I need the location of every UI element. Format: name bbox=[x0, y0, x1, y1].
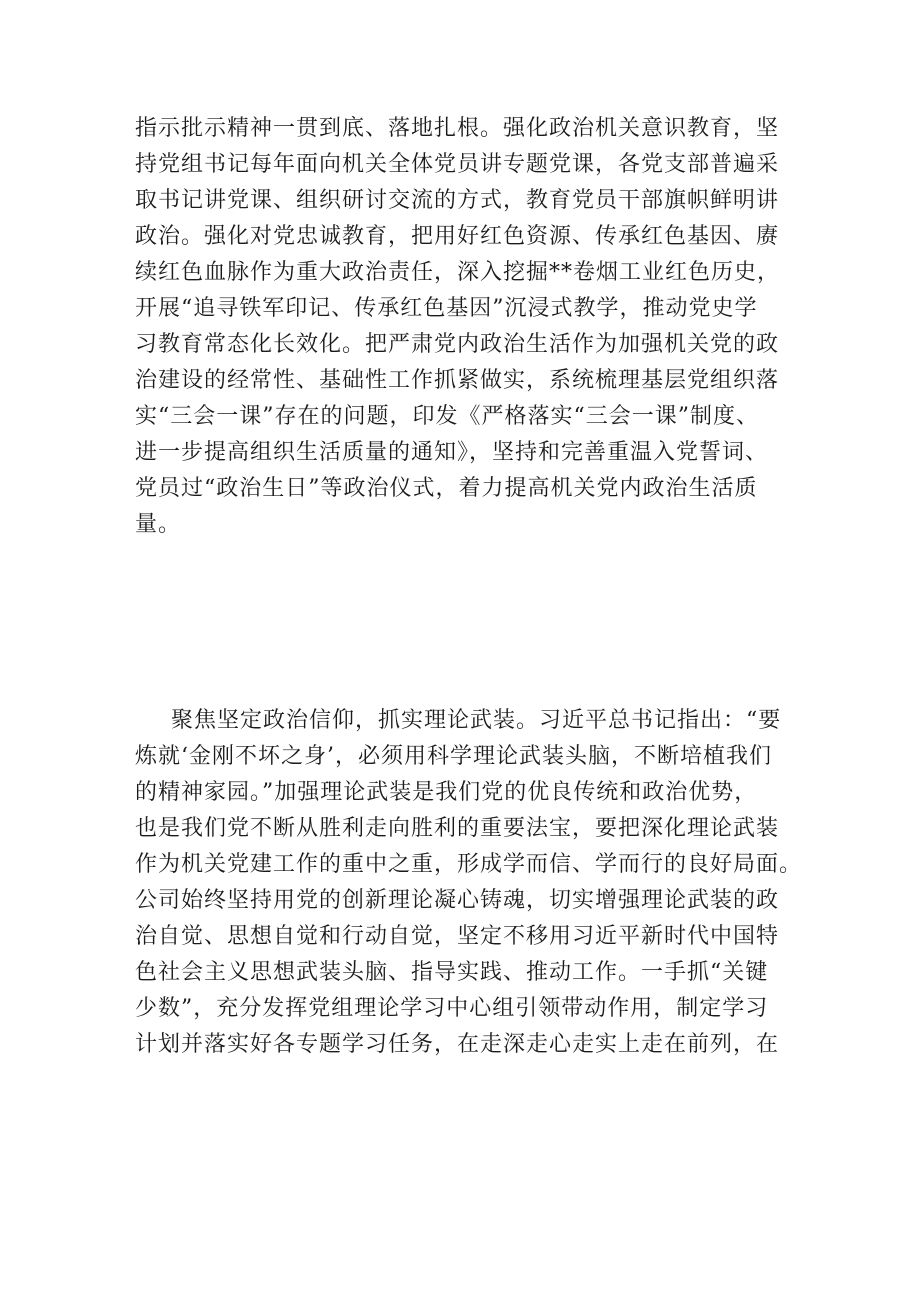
paragraph-line: 的精神家园。”加强理论武装是我们党的优良传统和政治优势， bbox=[135, 780, 758, 805]
paragraph-line: 治自觉、思想自觉和行动自觉，坚定不移用习近平新时代中国特 bbox=[135, 924, 780, 949]
paragraph-line: 进一步提高组织生活质量的通知》，坚持和完善重温入党誓词、 bbox=[135, 440, 769, 465]
paragraph-line: 作为机关党建工作的重中之重，形成学而信、学而行的良好局面。 bbox=[135, 852, 803, 877]
paragraph-line: 习教育常态化长效化。把严肃党内政治生活作为加强机关党的政 bbox=[135, 332, 780, 357]
paragraph-line: 公司始终坚持用党的创新理论凝心铸魂，切实增强理论武装的政 bbox=[135, 888, 780, 913]
paragraph-1 bbox=[135, 111, 795, 543]
paragraph-line: 计划并落实好各专题学习任务，在走深走心走实上走在前列，在 bbox=[135, 1032, 780, 1057]
paragraph-line: 量。 bbox=[135, 512, 182, 537]
paragraph-line: 取书记讲党课、组织研讨交流的方式，教育党员干部旗帜鲜明讲 bbox=[135, 188, 780, 213]
paragraph-line: 实“三会一课”存在的问题，印发《严格落实“三会一课”制度、 bbox=[135, 404, 759, 429]
paragraph-line: 持党组书记每年面向机关全体党员讲专题党课，各党支部普遍采 bbox=[135, 152, 780, 177]
paragraph-line: 开展“追寻铁军印记、传承红色基因”沉浸式教学，推动党史学 bbox=[135, 296, 758, 321]
paragraph-line: 也是我们党不断从胜利走向胜利的重要法宝，要把深化理论武装 bbox=[135, 816, 780, 841]
paragraph-line: 指示批示精神一贯到底、落地扎根。强化政治机关意识教育，坚 bbox=[135, 116, 780, 141]
paragraph-2 bbox=[135, 703, 803, 1063]
paragraph-line: 聚焦坚定政治信仰，抓实理论武装。习近平总书记指出：“要 bbox=[171, 708, 782, 733]
paragraph-line: 炼就‘金刚不坏之身’，必须用科学理论武装头脑，不断培植我们 bbox=[135, 744, 772, 769]
paragraph-line: 续红色血脉作为重大政治责任，深入挖掘**卷烟工业红色历史， bbox=[135, 260, 781, 285]
paragraph-line: 色社会主义思想武装头脑、指导实践、推动工作。一手抓“关键 bbox=[135, 960, 769, 985]
paragraph-line: 政治。强化对党忠诚教育，把用好红色资源、传承红色基因、赓 bbox=[135, 224, 780, 249]
paragraph-line: 少数”，充分发挥党组理论学习中心组引领带动作用，制定学习 bbox=[135, 996, 769, 1021]
paragraph-line: 治建设的经常性、基础性工作抓紧做实，系统梳理基层党组织落 bbox=[135, 368, 780, 393]
paragraph-line: 党员过“政治生日”等政治仪式，着力提高机关党内政治生活质 bbox=[135, 476, 758, 501]
